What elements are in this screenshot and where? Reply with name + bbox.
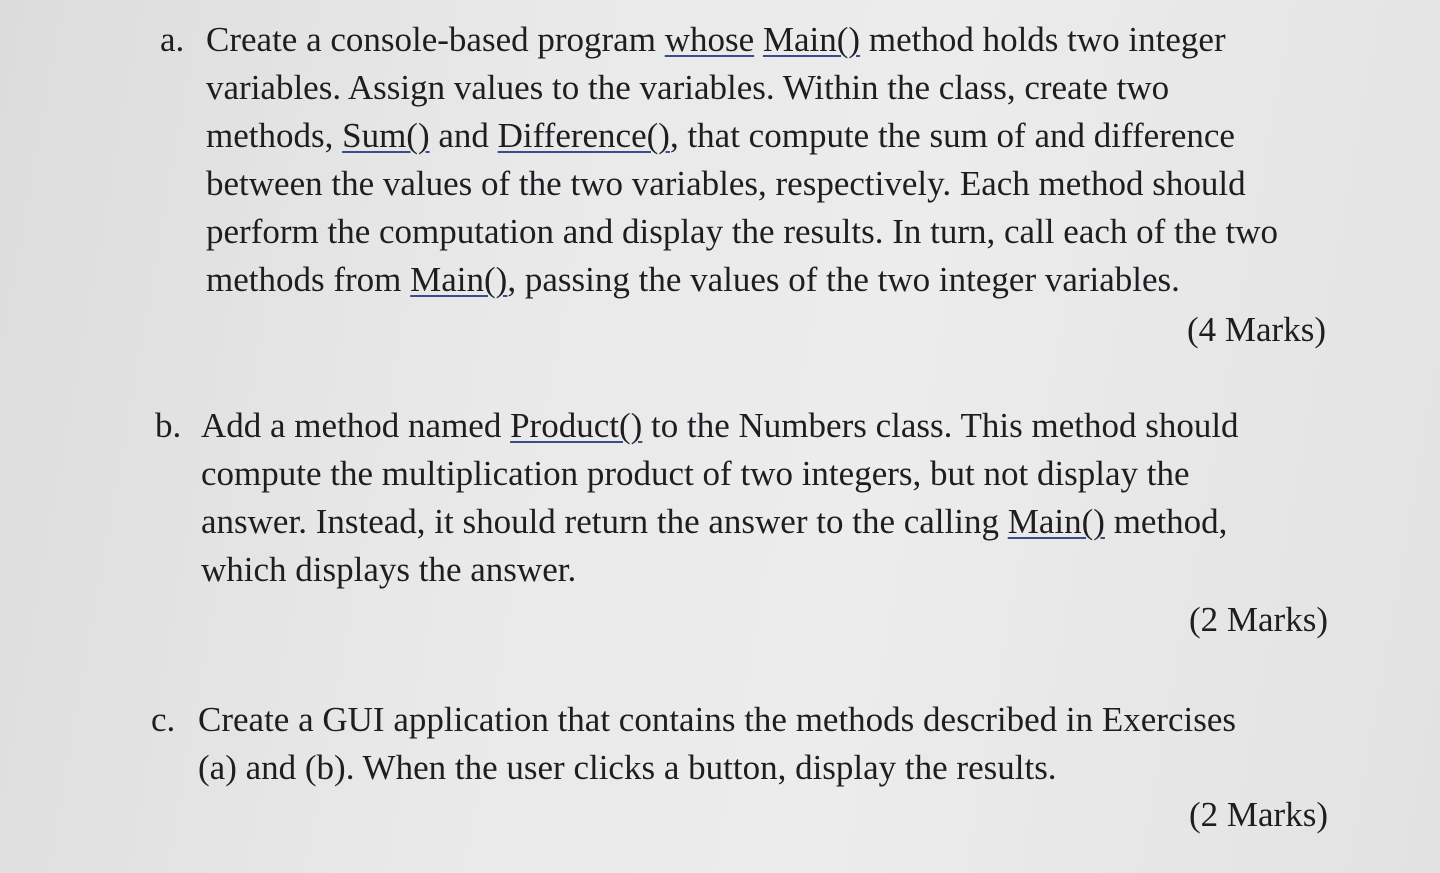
underlined-term: Main() [410, 260, 508, 299]
question-label: a. [160, 20, 185, 59]
underlined-term: Main() [1007, 502, 1105, 541]
text-line [201, 546, 1239, 594]
text-line [198, 696, 1236, 744]
text-run [754, 20, 763, 59]
text-run: which displays the answer. [201, 550, 577, 589]
underlined-term: Main() [762, 20, 861, 59]
text-line [206, 64, 1278, 112]
text-run: answer. Instead, it should return the answer to the calling [201, 502, 1008, 541]
text-line [201, 402, 1239, 450]
text-run: Create a GUI application that contains the methods described in Exercises [198, 700, 1236, 739]
text-line [206, 112, 1278, 160]
text-line [206, 256, 1278, 304]
text-run: Add a method named [201, 406, 511, 445]
marks-c: (2 Marks) [1189, 795, 1328, 834]
underlined-term: whose [664, 20, 755, 59]
text-line [201, 450, 1239, 498]
text-run: compute the multiplication product of two integers, but not display the [201, 454, 1190, 493]
text-run: , that compute the sum of and difference [669, 116, 1235, 155]
text-run: methods, [206, 116, 343, 155]
question-label: c. [151, 700, 176, 739]
text-run: perform the computation and display the results. In turn, call each of the two [206, 212, 1279, 251]
question-text [198, 696, 1236, 792]
underlined-term: Difference() [497, 116, 670, 155]
text-run: between the values of the two variables, respectively. Each method should [206, 164, 1246, 203]
text-run: method holds two integer [860, 20, 1226, 59]
question-label: b. [155, 406, 182, 445]
text-run: method, [1104, 502, 1228, 541]
text-run: to the Numbers class. This method should [642, 406, 1239, 445]
text-run: variables. Assign values to the variables. Within the class, create two [206, 68, 1170, 107]
underlined-term: Product() [510, 406, 643, 445]
underlined-term: Sum() [342, 116, 430, 155]
text-run: and [429, 116, 498, 155]
text-run: Create a console-based program [206, 20, 665, 59]
question-text [206, 16, 1278, 304]
marks-b: (2 Marks) [1189, 600, 1328, 639]
question-text [201, 402, 1239, 594]
text-line [206, 208, 1278, 256]
text-line [201, 498, 1239, 546]
text-run: (a) and (b). When the user clicks a button, display the results. [198, 748, 1057, 787]
text-run: , passing the values of the two integer variables. [507, 260, 1180, 299]
text-line [206, 16, 1278, 64]
text-line [206, 160, 1278, 208]
text-run: methods from [206, 260, 411, 299]
text-line [198, 744, 1236, 792]
marks-a: (4 Marks) [1187, 310, 1326, 349]
